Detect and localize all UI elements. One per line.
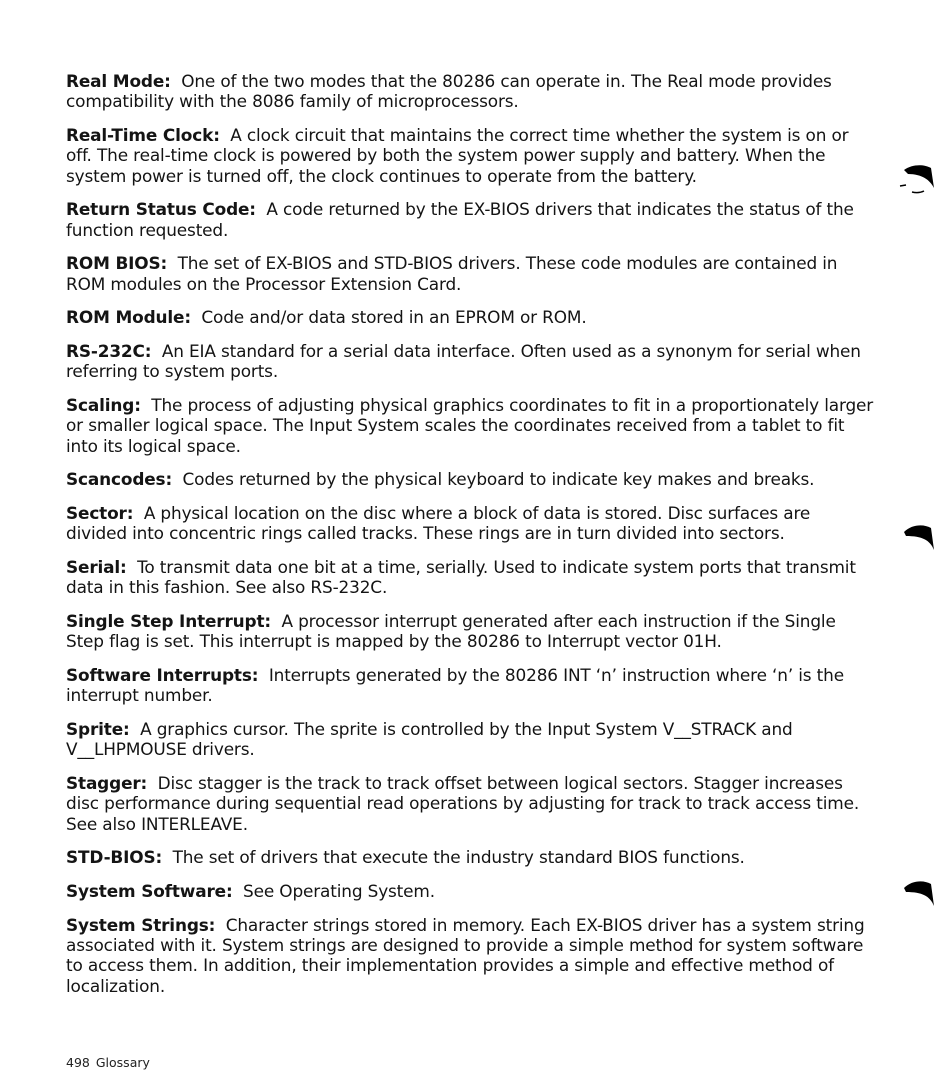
glossary-definition: A graphics cursor. The sprite is controlled by the Input System V__STRACK and V__LHPMOUSE drivers. bbox=[66, 719, 793, 760]
glossary-term: Real Mode: bbox=[66, 71, 171, 91]
glossary-definition: A processor interrupt generated after each instruction if the Single Step flag is set. This interrupt is mapped by the 80286 to Interrupt vector 01H. bbox=[66, 611, 836, 652]
glossary-term: Stagger: bbox=[66, 773, 148, 793]
glossary-entry bbox=[66, 719, 876, 760]
glossary-term: STD-BIOS: bbox=[66, 847, 163, 868]
glossary-entry bbox=[66, 395, 876, 456]
glossary-term: ROM Module: bbox=[66, 307, 191, 328]
glossary-entry bbox=[66, 253, 876, 294]
glossary-term: Single Step Interrupt: bbox=[66, 611, 272, 631]
glossary-definition: Character strings stored in memory. Each EX-BIOS driver has a system string associated with it. System strings are designed to provide a simple method for system software to access them. In addition, their implementation provides a simple and effective method of localization. bbox=[66, 914, 865, 996]
glossary-term: Serial: bbox=[66, 557, 127, 577]
glossary-entry bbox=[66, 503, 876, 544]
glossary-definition: Disc stagger is the track to track offset between logical sectors. Stagger increases disc performance during sequential read operations by adjusting for track to track access time. See also INTERLEAVE. bbox=[66, 773, 860, 834]
glossary-definition: A physical location on the disc where a block of data is stored. Disc surfaces are divided into concentric rings called tracks. These rings are in turn divided into sectors. bbox=[66, 503, 811, 544]
glossary-term: System Software: bbox=[66, 881, 233, 901]
glossary-entry bbox=[66, 71, 876, 112]
binder-hole-mark-icon bbox=[898, 874, 938, 910]
glossary-term: Scancodes: bbox=[66, 469, 173, 490]
glossary-entry bbox=[66, 773, 876, 834]
glossary-entry bbox=[66, 665, 876, 706]
glossary-entry bbox=[66, 557, 876, 598]
glossary-definition: A clock circuit that maintains the correct time whether the system is on or off. The real-time clock is powered by both the system power supply and battery. When the system power is turned off, the clock continues to operate from the battery. bbox=[66, 125, 849, 186]
glossary-term: RS-232C: bbox=[66, 341, 152, 361]
glossary-entry bbox=[66, 881, 876, 901]
glossary-entry bbox=[66, 611, 876, 652]
glossary-term: Sprite: bbox=[66, 719, 130, 739]
glossary-definition: A code returned by the EX-BIOS drivers that indicates the status of the function requested. bbox=[66, 199, 854, 240]
glossary-definition: To transmit data one bit at a time, serially. Used to indicate system ports that transmit data in this fashion. See also RS-232C. bbox=[66, 557, 856, 598]
binder-hole-mark-icon bbox=[898, 518, 938, 554]
page-number: 498 bbox=[66, 1055, 90, 1070]
glossary-entry bbox=[66, 125, 876, 186]
glossary-entry bbox=[66, 199, 876, 240]
glossary-entry bbox=[66, 469, 876, 489]
glossary-definition: Interrupts generated by the 80286 INT ‘n’ instruction where ‘n’ is the interrupt number. bbox=[66, 665, 844, 706]
glossary-entry bbox=[66, 307, 876, 327]
glossary-definition: Code and/or data stored in an EPROM or ROM. bbox=[201, 307, 587, 328]
glossary-entry bbox=[66, 915, 876, 997]
glossary-term: System Strings: bbox=[66, 914, 216, 935]
glossary-entry bbox=[66, 847, 876, 867]
glossary-term: Return Status Code: bbox=[66, 199, 256, 220]
glossary-term: Scaling: bbox=[66, 395, 141, 415]
glossary-entry bbox=[66, 341, 876, 382]
glossary-term: ROM BIOS: bbox=[66, 253, 168, 274]
glossary-definition: The set of EX-BIOS and STD-BIOS drivers. These code modules are contained in ROM modules on the Processor Extension Card. bbox=[66, 253, 838, 294]
glossary-definition: See Operating System. bbox=[243, 881, 435, 901]
section-name: Glossary bbox=[95, 1055, 150, 1070]
glossary-definition: The process of adjusting physical graphics coordinates to fit in a proportionately larger or smaller logical space. The Input System scales the coordinates received from a tablet to fit into its logical space. bbox=[66, 395, 874, 456]
page-footer bbox=[66, 1055, 150, 1070]
glossary-body bbox=[66, 71, 876, 1009]
glossary-definition: An EIA standard for a serial data interface. Often used as a synonym for serial when referring to system ports. bbox=[66, 341, 861, 382]
glossary-definition: The set of drivers that execute the industry standard BIOS functions. bbox=[172, 847, 745, 868]
binder-hole-mark-icon bbox=[898, 158, 938, 194]
glossary-definition: Codes returned by the physical keyboard to indicate key makes and breaks. bbox=[182, 469, 815, 490]
glossary-definition: One of the two modes that the 80286 can operate in. The Real mode provides compatibility with the 8086 family of microprocessors. bbox=[66, 71, 832, 112]
glossary-term: Software Interrupts: bbox=[66, 665, 259, 685]
glossary-term: Sector: bbox=[66, 503, 134, 523]
glossary-term: Real-Time Clock: bbox=[66, 125, 220, 145]
